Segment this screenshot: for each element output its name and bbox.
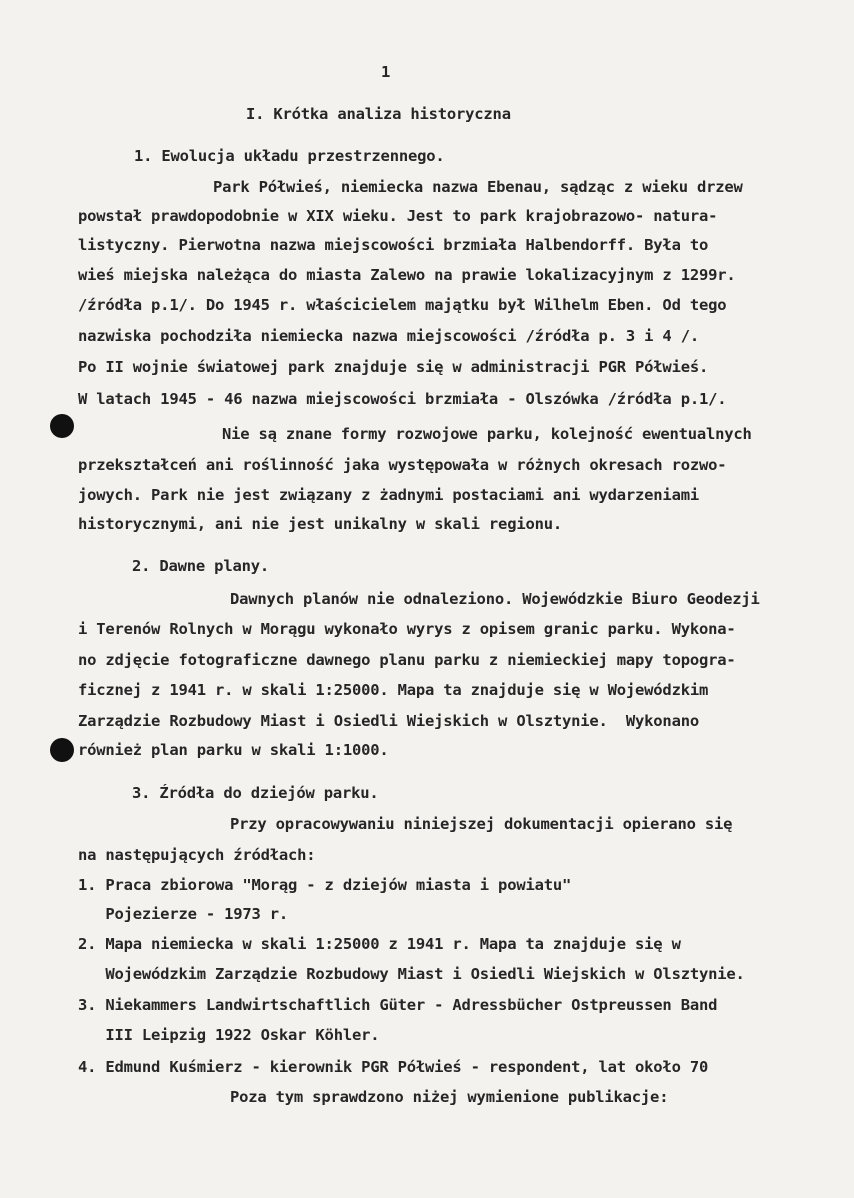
source-item: 2. Mapa niemiecka w skali 1:25000 z 1941 r. Mapa ta znajduje się w <box>78 935 681 953</box>
section-3-title: 3. Źródła do dziejów parku. <box>132 784 379 802</box>
text-line: /źródła p.1/. Do 1945 r. właścicielem majątku był Wilhelm Eben. Od tego <box>78 296 727 314</box>
text-line: ficznej z 1941 r. w skali 1:25000. Mapa ta znajduje się w Wojewódzkim <box>78 681 709 699</box>
text-line: no zdjęcie fotograficzne dawnego planu parku z niemieckiej mapy topogra- <box>78 651 736 669</box>
section-2-title: 2. Dawne plany. <box>132 557 269 575</box>
text-line: na następujących źródłach: <box>78 846 316 864</box>
text-line: nazwiska pochodziła niemiecka nazwa miejscowości /źródła p. 3 i 4 /. <box>78 327 699 345</box>
punch-hole-bottom <box>50 738 74 762</box>
source-item: 4. Edmund Kuśmierz - kierownik PGR Półwieś - respondent, lat około 70 <box>78 1058 709 1076</box>
text-line: przekształceń ani roślinność jaka występowała w różnych okresach rozwo- <box>78 456 727 474</box>
text-line: Park Półwieś, niemiecka nazwa Ebenau, sądząc z wieku drzew <box>213 178 743 196</box>
text-line: jowych. Park nie jest związany z żadnymi postaciami ani wydarzeniami <box>78 486 699 504</box>
text-line: Po II wojnie światowej park znajduje się w administracji PGR Półwieś. <box>78 358 709 376</box>
text-line: listyczny. Pierwotna nazwa miejscowości brzmiała Halbendorff. Była to <box>78 236 709 254</box>
text-line: Przy opracowywaniu niniejszej dokumentacji opierano się <box>230 815 733 833</box>
text-line: Nie są znane formy rozwojowe parku, kolejność ewentualnych <box>222 425 752 443</box>
section-1-title: 1. Ewolucja układu przestrzennego. <box>134 147 445 165</box>
source-item: Pojezierze - 1973 r. <box>78 905 289 923</box>
text-line: również plan parku w skali 1:1000. <box>78 741 389 759</box>
text-line: powstał prawdopodobnie w XIX wieku. Jest to park krajobrazowo- natura- <box>78 207 718 225</box>
text-line: wieś miejska należąca do miasta Zalewo na prawie lokalizacyjnym z 1299r. <box>78 266 736 284</box>
text-line: historycznymi, ani nie jest unikalny w skali regionu. <box>78 515 562 533</box>
page-number: 1 <box>381 63 391 81</box>
text-line: W latach 1945 - 46 nazwa miejscowości brzmiała - Olszówka /źródła p.1/. <box>78 390 727 408</box>
document-heading: I. Krótka analiza historyczna <box>246 105 511 123</box>
source-item: Wojewódzkim Zarządzie Rozbudowy Miast i Osiedli Wiejskich w Olsztynie. <box>78 965 745 983</box>
punch-hole-top <box>50 414 74 438</box>
text-line: Dawnych planów nie odnaleziono. Wojewódzkie Biuro Geodezji <box>230 590 760 608</box>
source-item: III Leipzig 1922 Oskar Köhler. <box>78 1026 380 1044</box>
source-item: 1. Praca zbiorowa "Morąg - z dziejów miasta i powiatu" <box>78 876 572 894</box>
source-item: 3. Niekammers Landwirtschaftlich Güter - Adressbücher Ostpreussen Band <box>78 996 718 1014</box>
closing-line: Poza tym sprawdzono niżej wymienione publikacje: <box>230 1088 669 1106</box>
text-line: i Terenów Rolnych w Morągu wykonało wyrys z opisem granic parku. Wykona- <box>78 620 736 638</box>
text-line: Zarządzie Rozbudowy Miast i Osiedli Wiejskich w Olsztynie. Wykonano <box>78 712 699 730</box>
